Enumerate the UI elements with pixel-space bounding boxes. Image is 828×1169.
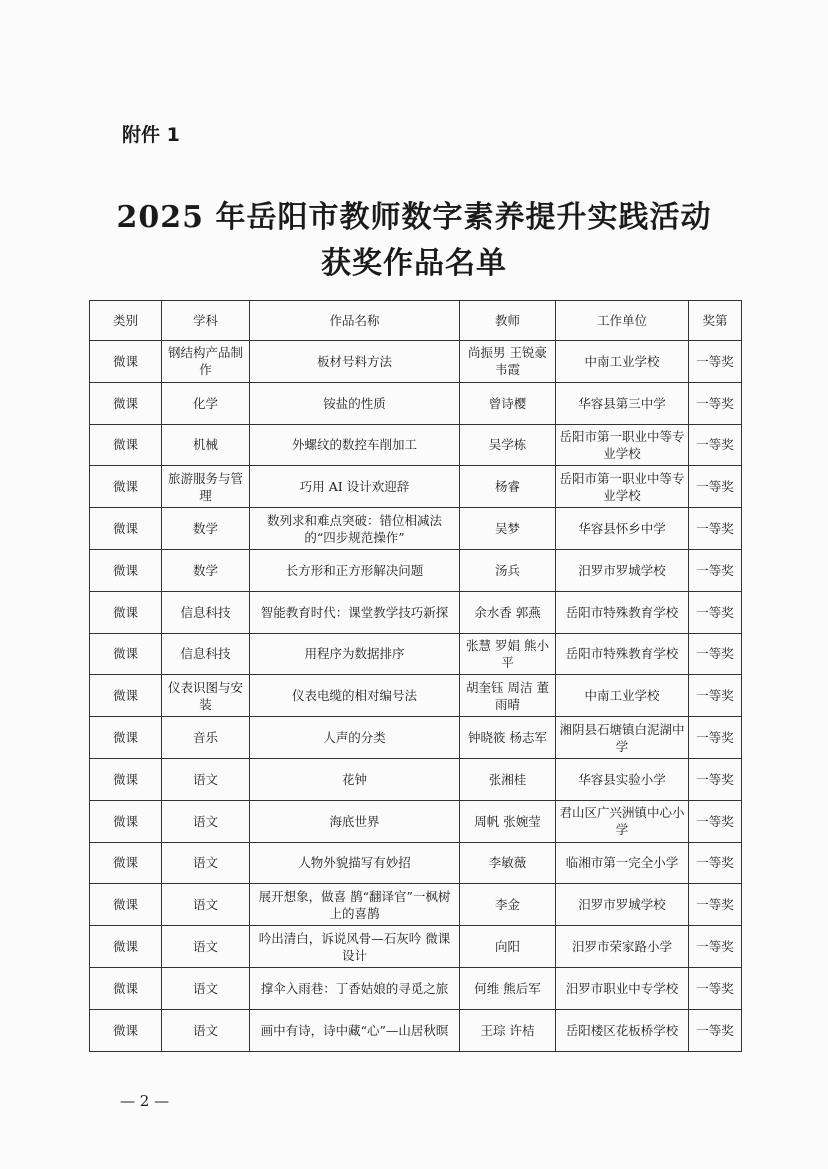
- table-body: [90, 341, 742, 1052]
- cell-award: 一等奖: [689, 758, 742, 800]
- cell-workplace: 汨罗市罗城学校: [556, 549, 689, 591]
- cell-award: 一等奖: [689, 842, 742, 884]
- cell-workplace: 岳阳市第一职业中等专业学校: [556, 424, 689, 466]
- cell-award: 一等奖: [689, 884, 742, 926]
- cell-workplace: 岳阳市特殊教育学校: [556, 591, 689, 633]
- table-row: [90, 508, 742, 550]
- table-row: [90, 842, 742, 884]
- cell-teacher: 张湘桂: [460, 758, 556, 800]
- cell-subject: 语文: [162, 800, 250, 842]
- cell-teacher: 钟晓筱 杨志军: [460, 717, 556, 759]
- cell-subject: 信息科技: [162, 633, 250, 675]
- cell-teacher: 吴梦: [460, 508, 556, 550]
- cell-award: 一等奖: [689, 1009, 742, 1051]
- cell-work-title: 智能教育时代：课堂教学技巧新探: [250, 591, 460, 633]
- cell-subject: 数学: [162, 549, 250, 591]
- header-workplace: 工作单位: [556, 301, 689, 341]
- cell-category: 微课: [90, 758, 162, 800]
- table-header-row: [90, 301, 742, 341]
- cell-work-title: 展开想象，做喜 鹊“翻译官”一枫树上的喜鹊: [250, 884, 460, 926]
- document-subtitle: 获奖作品名单: [321, 246, 507, 281]
- cell-workplace: 汨罗市职业中专学校: [556, 967, 689, 1009]
- cell-teacher: 李敏薇: [460, 842, 556, 884]
- cell-work-title: 仪表电缆的相对编号法: [250, 675, 460, 717]
- table-row: [90, 424, 742, 466]
- cell-category: 微课: [90, 382, 162, 424]
- cell-subject: 化学: [162, 382, 250, 424]
- cell-award: 一等奖: [689, 341, 742, 383]
- awards-table: [89, 300, 742, 1052]
- cell-category: 微课: [90, 341, 162, 383]
- cell-subject: 语文: [162, 1009, 250, 1051]
- cell-teacher: 汤兵: [460, 549, 556, 591]
- cell-award: 一等奖: [689, 717, 742, 759]
- header-category: 类别: [90, 301, 162, 341]
- cell-work-title: 吟出清白，诉说风骨—石灰吟 微课设计: [250, 926, 460, 968]
- cell-subject: 语文: [162, 926, 250, 968]
- header-teacher: 教师: [460, 301, 556, 341]
- cell-category: 微课: [90, 549, 162, 591]
- cell-workplace: 华容县怀乡中学: [556, 508, 689, 550]
- cell-subject: 语文: [162, 967, 250, 1009]
- cell-award: 一等奖: [689, 424, 742, 466]
- cell-workplace: 中南工业学校: [556, 675, 689, 717]
- cell-award: 一等奖: [689, 633, 742, 675]
- cell-teacher: 向阳: [460, 926, 556, 968]
- cell-subject: 仪表识图与安装: [162, 675, 250, 717]
- table-row: [90, 466, 742, 508]
- attachment-label: 附件 1: [122, 124, 180, 146]
- cell-work-title: 外螺纹的数控车削加工: [250, 424, 460, 466]
- cell-category: 微课: [90, 717, 162, 759]
- cell-subject: 钢结构产品制作: [162, 341, 250, 383]
- cell-workplace: 君山区广兴洲镇中心小学: [556, 800, 689, 842]
- cell-award: 一等奖: [689, 466, 742, 508]
- cell-award: 一等奖: [689, 967, 742, 1009]
- cell-category: 微课: [90, 633, 162, 675]
- table-row: [90, 591, 742, 633]
- cell-teacher: 何维 熊后军: [460, 967, 556, 1009]
- cell-workplace: 汨罗市荣家路小学: [556, 926, 689, 968]
- table-row: [90, 675, 742, 717]
- cell-work-title: 板材号料方法: [250, 341, 460, 383]
- cell-category: 微课: [90, 591, 162, 633]
- table-row: [90, 382, 742, 424]
- cell-award: 一等奖: [689, 382, 742, 424]
- cell-work-title: 人物外貌描写有妙招: [250, 842, 460, 884]
- cell-teacher: 胡奎钰 周洁 董雨晴: [460, 675, 556, 717]
- cell-teacher: 尚振男 王锐豪 韦霞: [460, 341, 556, 383]
- header-work-title: 作品名称: [250, 301, 460, 341]
- cell-category: 微课: [90, 1009, 162, 1051]
- cell-subject: 旅游服务与管理: [162, 466, 250, 508]
- cell-category: 微课: [90, 424, 162, 466]
- cell-work-title: 铵盐的性质: [250, 382, 460, 424]
- cell-work-title: 长方形和正方形解决问题: [250, 549, 460, 591]
- document-title: 2025 年岳阳市教师数字素养提升实践活动: [116, 200, 712, 235]
- table-row: [90, 341, 742, 383]
- cell-workplace: 岳阳市特殊教育学校: [556, 633, 689, 675]
- cell-category: 微课: [90, 926, 162, 968]
- cell-category: 微课: [90, 842, 162, 884]
- cell-teacher: 李金: [460, 884, 556, 926]
- cell-subject: 语文: [162, 758, 250, 800]
- table-row: [90, 717, 742, 759]
- header-award: 奖第: [689, 301, 742, 341]
- header-subject: 学科: [162, 301, 250, 341]
- page-number: — 2 —: [120, 1092, 170, 1110]
- cell-subject: 语文: [162, 884, 250, 926]
- cell-teacher: 周帆 张婉莹: [460, 800, 556, 842]
- table-row: [90, 758, 742, 800]
- cell-award: 一等奖: [689, 675, 742, 717]
- cell-teacher: 曾诗樱: [460, 382, 556, 424]
- cell-subject: 机械: [162, 424, 250, 466]
- cell-work-title: 画中有诗，诗中藏“心”—山居秋暝: [250, 1009, 460, 1051]
- cell-category: 微课: [90, 508, 162, 550]
- cell-work-title: 海底世界: [250, 800, 460, 842]
- cell-category: 微课: [90, 675, 162, 717]
- table-row: [90, 633, 742, 675]
- cell-teacher: 张慧 罗娟 熊小平: [460, 633, 556, 675]
- table-row: [90, 926, 742, 968]
- cell-award: 一等奖: [689, 508, 742, 550]
- cell-category: 微课: [90, 967, 162, 1009]
- cell-teacher: 余水香 郭燕: [460, 591, 556, 633]
- cell-teacher: 王琮 许桔: [460, 1009, 556, 1051]
- cell-teacher: 杨睿: [460, 466, 556, 508]
- table-row: [90, 549, 742, 591]
- cell-award: 一等奖: [689, 591, 742, 633]
- table-row: [90, 967, 742, 1009]
- cell-subject: 信息科技: [162, 591, 250, 633]
- cell-subject: 语文: [162, 842, 250, 884]
- cell-workplace: 临湘市第一完全小学: [556, 842, 689, 884]
- cell-work-title: 数列求和难点突破：错位相减法的“四步规范操作”: [250, 508, 460, 550]
- table-row: [90, 884, 742, 926]
- cell-category: 微课: [90, 884, 162, 926]
- cell-work-title: 人声的分类: [250, 717, 460, 759]
- cell-subject: 数学: [162, 508, 250, 550]
- cell-work-title: 用程序为数据排序: [250, 633, 460, 675]
- cell-work-title: 花钟: [250, 758, 460, 800]
- cell-workplace: 华容县第三中学: [556, 382, 689, 424]
- cell-workplace: 华容县实验小学: [556, 758, 689, 800]
- cell-workplace: 岳阳市第一职业中等专业学校: [556, 466, 689, 508]
- cell-award: 一等奖: [689, 926, 742, 968]
- cell-workplace: 湘阴县石塘镇白泥湖中学: [556, 717, 689, 759]
- cell-teacher: 吴学栋: [460, 424, 556, 466]
- cell-workplace: 中南工业学校: [556, 341, 689, 383]
- cell-work-title: 撑伞入雨巷：丁香姑娘的寻觅之旅: [250, 967, 460, 1009]
- cell-work-title: 巧用 AI 设计欢迎辞: [250, 466, 460, 508]
- cell-category: 微课: [90, 466, 162, 508]
- cell-award: 一等奖: [689, 800, 742, 842]
- cell-workplace: 汨罗市罗城学校: [556, 884, 689, 926]
- table-row: [90, 1009, 742, 1051]
- cell-workplace: 岳阳楼区花板桥学校: [556, 1009, 689, 1051]
- cell-subject: 音乐: [162, 717, 250, 759]
- cell-award: 一等奖: [689, 549, 742, 591]
- table-row: [90, 800, 742, 842]
- cell-category: 微课: [90, 800, 162, 842]
